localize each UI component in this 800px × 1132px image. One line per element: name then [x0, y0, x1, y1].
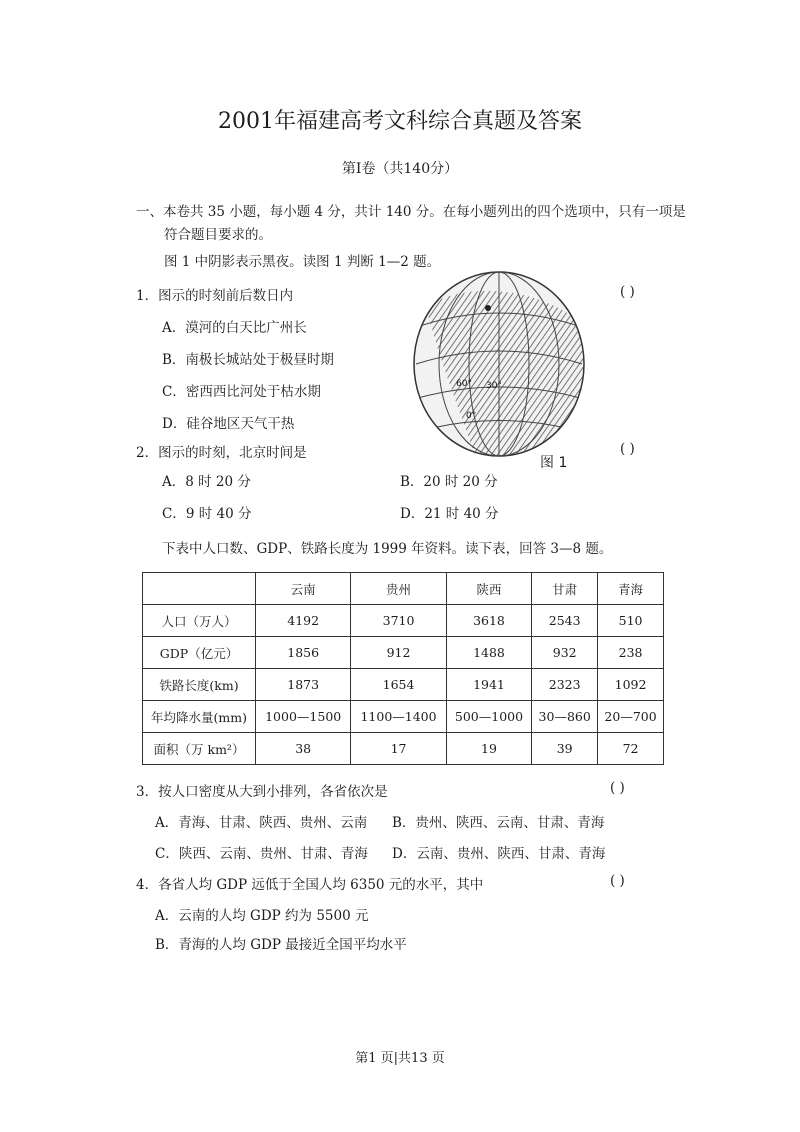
q4-option-a: A．云南的人均 GDP 约为 5500 元 [155, 908, 369, 924]
province-data-table [142, 572, 664, 765]
table-cell: 19 [446, 733, 532, 765]
table-cell: 17 [351, 733, 446, 765]
table-cell: 500—1000 [446, 701, 532, 733]
q1-option-d: D．硅谷地区天气干热 [162, 416, 295, 432]
table-row-label: 面积（万 km²） [143, 733, 256, 765]
page-footer: 第1 页|共13 页 [355, 1051, 445, 1066]
table-row-label: GDP（亿元） [143, 637, 256, 669]
table-cell: 3618 [446, 605, 532, 637]
table-cell: 72 [598, 733, 664, 765]
table-cell: 2323 [532, 669, 598, 701]
table-cell: 30—860 [532, 701, 598, 733]
page-title: 2001年福建高考文科综合真题及答案 [218, 109, 582, 134]
q3-option-c: C．陕西、云南、贵州、甘肃、青海 [155, 846, 368, 862]
q2-option-b: B．20 时 20 分 [400, 474, 498, 490]
volume-heading: 第Ⅰ卷（共140分） [341, 161, 459, 177]
instructions-line2: 符合题目要求的。 [164, 227, 272, 243]
table-cell: 238 [598, 637, 664, 669]
q3-option-a: A．青海、甘肃、陕西、贵州、云南 [155, 815, 368, 831]
table-row-label: 铁路长度(km) [143, 669, 256, 701]
table-row [143, 637, 664, 669]
q2-option-d: D．21 时 40 分 [400, 506, 499, 522]
table-header-cell: 云南 [256, 573, 351, 605]
q1-option-b: B．南极长城站处于极昼时期 [162, 352, 334, 368]
table-header-cell: 贵州 [351, 573, 446, 605]
table-row [143, 669, 664, 701]
globe-figure [408, 268, 594, 464]
q2-option-a: A．8 时 20 分 [162, 474, 251, 490]
q3-answer-paren: ( ) [610, 780, 625, 796]
figure-label-60: 60° [456, 379, 472, 389]
q1-stem: 1．图示的时刻前后数日内 [136, 288, 294, 304]
figure-label-30: 30° [486, 381, 502, 391]
table-cell: 3710 [351, 605, 446, 637]
table-cell: 20—700 [598, 701, 664, 733]
table-cell: 1092 [598, 669, 664, 701]
table-row [143, 605, 664, 637]
table-cell: 932 [532, 637, 598, 669]
table-intro: 下表中人口数、GDP、铁路长度为 1999 年资料。读下表，回答 3—8 题。 [162, 541, 613, 557]
q4-answer-paren: ( ) [610, 873, 625, 889]
table-cell: 39 [532, 733, 598, 765]
q2-stem: 2．图示的时刻，北京时间是 [136, 445, 307, 461]
instructions-line1: 一、本卷共 35 小题，每小题 4 分，共计 140 分。在每小题列出的四个选项中，只有一项是 [136, 204, 686, 220]
table-header-cell: 青海 [598, 573, 664, 605]
table-cell: 1941 [446, 669, 532, 701]
table-row [143, 701, 664, 733]
table-header-cell: 甘肃 [532, 573, 598, 605]
q4-stem: 4．各省人均 GDP 远低于全国人均 6350 元的水平，其中 [136, 877, 484, 893]
table-cell: 2543 [532, 605, 598, 637]
table-row-label: 年均降水量(mm) [143, 701, 256, 733]
table-cell: 1873 [256, 669, 351, 701]
q1-option-c: C．密西西比河处于枯水期 [162, 384, 321, 400]
figure-caption: 图 1 [540, 455, 568, 471]
table-row-label: 人口（万人） [143, 605, 256, 637]
table-header-cell [143, 573, 256, 605]
q3-stem: 3．按人口密度从大到小排列，各省依次是 [136, 784, 388, 800]
table-row [143, 733, 664, 765]
table-cell: 38 [256, 733, 351, 765]
q2-answer-paren: ( ) [620, 441, 635, 457]
table-cell: 1654 [351, 669, 446, 701]
table-cell: 1856 [256, 637, 351, 669]
figure-label-0: 0° [466, 411, 477, 421]
table-cell: 1100—1400 [351, 701, 446, 733]
table-header-row [143, 573, 664, 605]
q1-answer-paren: ( ) [620, 284, 635, 300]
table-cell: 1488 [446, 637, 532, 669]
table-cell: 510 [598, 605, 664, 637]
q3-option-d: D．云南、贵州、陕西、甘肃、青海 [392, 846, 606, 862]
figure-intro: 图 1 中阴影表示黑夜。读图 1 判断 1—2 题。 [164, 254, 441, 270]
q4-option-b: B．青海的人均 GDP 最接近全国平均水平 [155, 937, 407, 953]
q1-option-a: A．漠河的白天比广州长 [162, 320, 307, 336]
table-cell: 912 [351, 637, 446, 669]
table-header-cell: 陕西 [446, 573, 532, 605]
q2-option-c: C．9 时 40 分 [162, 506, 252, 522]
table-cell: 4192 [256, 605, 351, 637]
q3-option-b: B．贵州、陕西、云南、甘肃、青海 [392, 815, 605, 831]
table-cell: 1000—1500 [256, 701, 351, 733]
